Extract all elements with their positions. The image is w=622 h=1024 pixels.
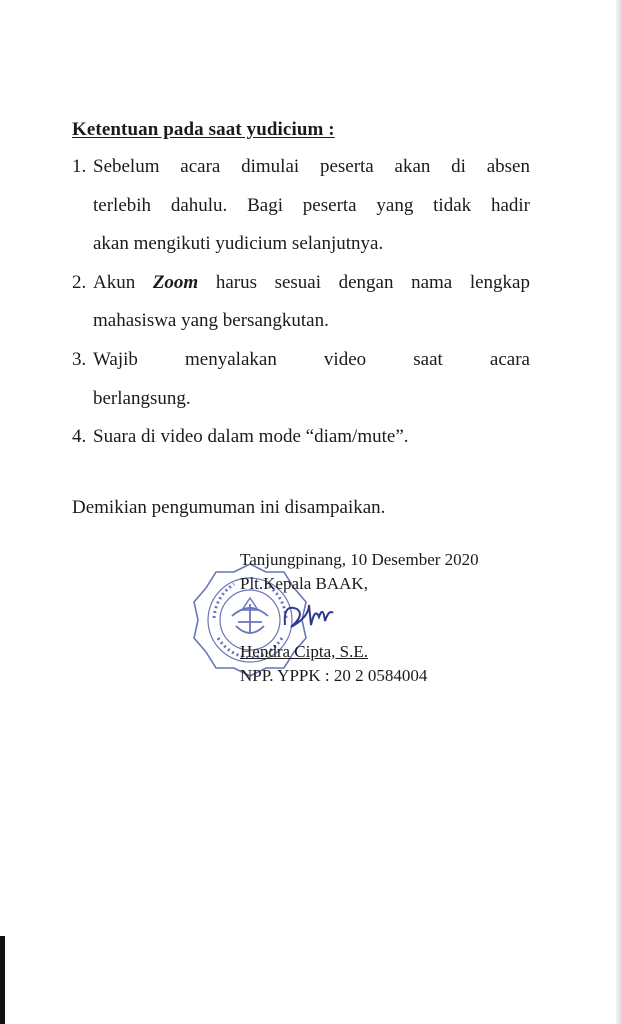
place-date: Tanjungpinang, 10 Desember 2020 (240, 550, 479, 569)
rule-text-line: mahasiswa yang bersangkutan. (93, 310, 329, 332)
rule-text-line: Wajib menyalakan video saat acara (93, 348, 530, 370)
rule-number: 3. (72, 348, 87, 370)
rule-text-line: akan mengikuti yudicium selanjutnya. (93, 233, 384, 255)
signer-position: Plt.Kepala BAAK, (240, 574, 368, 593)
scan-edge-left (0, 936, 5, 1024)
signature-block (240, 548, 479, 688)
signer-npp: NPP. YPPK : 20 2 0584004 (240, 666, 428, 685)
scan-edge-right (616, 0, 622, 1024)
signer-name: Hendra Cipta, S.E. (240, 642, 368, 661)
rule-text-line: terlebih dahulu. Bagi peserta yang tidak hadir (93, 194, 530, 216)
rules-list (72, 148, 530, 457)
rule-item-3 (72, 341, 530, 418)
rule-number: 4. (72, 426, 87, 448)
rule-text-line: Suara di video dalam mode “diam/mute”. (93, 426, 409, 448)
rule-item-2 (72, 264, 530, 341)
rule-text-after: harus sesuai dengan nama lengkap (198, 271, 530, 293)
rule-text-before: Akun (93, 271, 153, 293)
rule-number: 2. (72, 271, 87, 293)
rule-item-1 (72, 148, 530, 264)
rule-number: 1. (72, 156, 87, 177)
zoom-emphasis: Zoom (152, 271, 199, 293)
closing-statement: Demikian pengumuman ini disampaikan. (72, 497, 386, 518)
rule-text-line: berlangsung. (93, 387, 191, 409)
rule-item-4 (72, 418, 530, 457)
rules-heading: Ketentuan pada saat yudicium : (72, 119, 335, 140)
rule-text-line (93, 264, 530, 303)
rule-text-line: Sebelum acara dimulai peserta akan di absen (93, 156, 530, 177)
